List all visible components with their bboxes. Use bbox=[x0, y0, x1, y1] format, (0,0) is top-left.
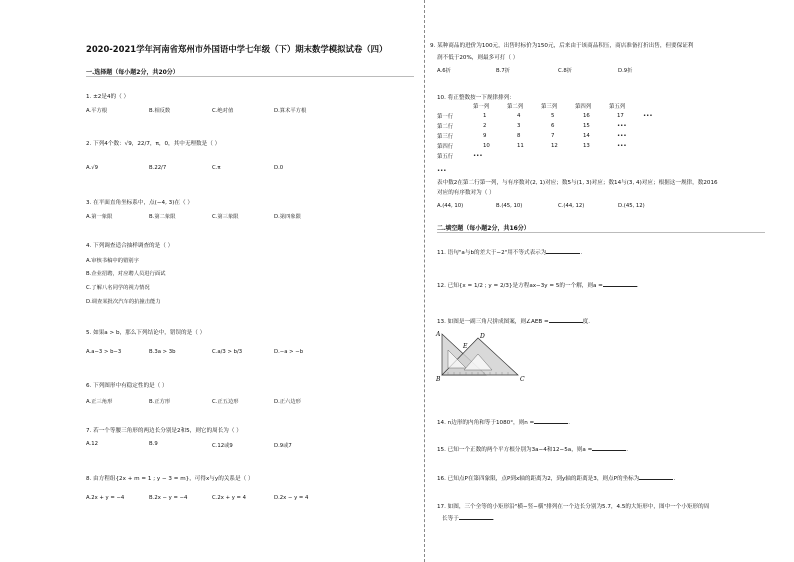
q8-option-d: D.2x − y = 4 bbox=[274, 495, 309, 501]
table-cell: 第一行 bbox=[437, 114, 454, 120]
question-12: 12. 已知{x = 1/2 ; y = 2/3}是方程ax−3y = 5的一个解，则a = . bbox=[437, 283, 639, 289]
table-header-row bbox=[433, 101, 663, 111]
q10-option-c: C.(44, 12) bbox=[558, 203, 585, 209]
q2-option-c: C.π bbox=[212, 165, 221, 171]
q10-trailing-dots: ••• bbox=[437, 168, 447, 174]
q9-option-c: C.8折 bbox=[558, 68, 573, 74]
question-10-desc-line2: 对应的有序数对为（ ） bbox=[437, 190, 495, 196]
table-header-cell: 第一列 bbox=[473, 104, 490, 110]
q10-option-d: D.(45, 12) bbox=[618, 203, 645, 209]
q1-option-a: A.平方根 bbox=[86, 108, 108, 114]
table-cell: ••• bbox=[617, 143, 627, 149]
section-fill-heading: 二.填空题（每小题2分，共16分） bbox=[437, 225, 530, 232]
label-b: B bbox=[436, 376, 441, 383]
answer-blank bbox=[459, 514, 493, 520]
q1-option-b: B.相反数 bbox=[149, 108, 171, 114]
table-header-cell: 第二列 bbox=[507, 104, 524, 110]
q3-option-c: C.第三象限 bbox=[212, 214, 239, 220]
q6-option-a: A.正三角形 bbox=[86, 399, 113, 405]
answer-blank bbox=[534, 418, 568, 424]
table-cell bbox=[639, 101, 663, 111]
question-14: 14. n边形的内角和等于1080°，则n = . bbox=[437, 420, 570, 426]
q3-option-a: A.第一象限 bbox=[86, 214, 113, 220]
table-row bbox=[433, 121, 663, 131]
table-cell: 第二行 bbox=[437, 124, 454, 130]
q6-option-c: C.正五边形 bbox=[212, 399, 239, 405]
section-divider bbox=[437, 232, 765, 233]
q6-option-d: D.正六边形 bbox=[274, 399, 301, 405]
table-cell: 第三行 bbox=[437, 134, 454, 140]
table-row bbox=[433, 131, 663, 141]
table-cell bbox=[571, 151, 605, 161]
q8-option-b: B.2x − y = −4 bbox=[149, 495, 188, 501]
q10-number-table bbox=[433, 101, 663, 161]
q7-option-d: D.9或7 bbox=[274, 443, 292, 449]
table-cell: 12 bbox=[551, 143, 558, 149]
question-5: 5. 如果a > b，那么下列结论中，错误的是（ ） bbox=[86, 330, 206, 336]
table-cell: ••• bbox=[473, 153, 483, 159]
table-cell: 8 bbox=[517, 133, 521, 139]
question-16: 16. 已知点P在第四象限，点P到x轴的距离为2，到y轴的距离是3，则点P的坐标为 . bbox=[437, 476, 676, 482]
answer-blank bbox=[592, 445, 626, 451]
table-cell: 1 bbox=[483, 113, 487, 119]
table-cell: 第四行 bbox=[437, 144, 454, 150]
q8-option-a: A.2x + y = −4 bbox=[86, 495, 125, 501]
q4-option-d: D.调查某批次汽车的抗撞击能力 bbox=[86, 299, 161, 305]
table-header-cell: 第四列 bbox=[575, 104, 592, 110]
page-title: 2020-2021学年河南省郑州市外国语中学七年级（下）期末数学模拟试卷（四） bbox=[86, 44, 388, 54]
table-cell: 9 bbox=[483, 133, 487, 139]
table-cell bbox=[639, 141, 663, 151]
left-column bbox=[86, 0, 416, 562]
table-cell bbox=[503, 151, 537, 161]
q10-option-a: A.(44, 10) bbox=[437, 203, 464, 209]
table-cell bbox=[433, 101, 469, 111]
q1-option-d: D.算术平方根 bbox=[274, 108, 307, 114]
table-cell: 13 bbox=[583, 143, 590, 149]
question-8: 8. 由方程组{2x + m = 1 ; y − 3 = m}，可得x与y的关系是（ ） bbox=[86, 476, 254, 482]
q7-option-c: C.12或9 bbox=[212, 443, 233, 449]
label-e: E bbox=[463, 343, 468, 350]
question-11: 11. 语句"a与b的差大于−2"用不等式表示为 . bbox=[437, 250, 583, 256]
table-cell: 6 bbox=[551, 123, 555, 129]
question-6: 6. 下列图形中有稳定性的是（ ） bbox=[86, 383, 168, 389]
answer-blank bbox=[549, 317, 583, 323]
question-10-desc-line1: 表中数2在第二行第一列，与有序数对(2, 1)对应；数5与(1, 3)对应；数14与(3, 4)对应；根据这一规律，数2016 bbox=[437, 180, 718, 186]
question-9-line2: 润不低于20%，则最多可打（ ） bbox=[437, 55, 519, 61]
answer-blank bbox=[639, 474, 673, 480]
question-3: 3. 在平面直角坐标系中，点(−4, 3)在（ ） bbox=[86, 200, 193, 206]
q2-option-b: B.22/7 bbox=[149, 165, 167, 171]
q5-option-d: D.−a > −b bbox=[274, 349, 304, 355]
q4-option-a: A.审核书稿中的错别字 bbox=[86, 258, 139, 264]
answer-blank bbox=[546, 248, 580, 254]
q9-option-d: D.9折 bbox=[618, 68, 633, 74]
table-cell: 14 bbox=[583, 133, 590, 139]
table-cell: 10 bbox=[483, 143, 490, 149]
q4-option-c: C.了解八名同学的视力情况 bbox=[86, 285, 150, 291]
table-cell: ••• bbox=[643, 113, 653, 119]
section-choice-heading: 一.选择题（每小题2分，共20分） bbox=[86, 69, 179, 76]
q1-option-c: C.绝对值 bbox=[212, 108, 234, 114]
table-cell: 15 bbox=[583, 123, 590, 129]
table-cell: ••• bbox=[617, 123, 627, 129]
table-cell: 3 bbox=[517, 123, 521, 129]
q8-option-c: C.2x + y = 4 bbox=[212, 495, 247, 501]
q7-option-b: B.9 bbox=[149, 441, 158, 447]
q5-option-a: A.a−3 > b−3 bbox=[86, 349, 122, 355]
question-7: 7. 若一个等腰三角形的两边长分别是2和5，则它的周长为（ ） bbox=[86, 428, 242, 434]
table-cell: 7 bbox=[551, 133, 555, 139]
page-fold-line bbox=[424, 0, 425, 562]
right-column bbox=[428, 0, 768, 562]
q6-option-b: B.正方形 bbox=[149, 399, 171, 405]
table-row bbox=[433, 111, 663, 121]
q2-option-a: A.√9 bbox=[86, 165, 98, 171]
q5-option-c: C.a/3 > b/3 bbox=[212, 349, 243, 355]
table-row bbox=[433, 141, 663, 151]
table-cell: 2 bbox=[483, 123, 487, 129]
table-header-cell: 第五列 bbox=[609, 104, 626, 110]
question-1: 1. ±2是4的（ ） bbox=[86, 94, 130, 100]
table-cell: 16 bbox=[583, 113, 590, 119]
section-divider bbox=[86, 76, 414, 77]
question-15: 15. 已知一个正数的两个平方根分别为3a−4和12−5a，则a = . bbox=[437, 447, 629, 453]
question-17-line1: 17. 如图，三个全等的小矩形沿"横−竖−横"排列在一个边长分别为5.7，4.5的大矩形中，图中一个小矩形的周 bbox=[437, 504, 710, 510]
q2-option-d: D.0 bbox=[274, 165, 284, 171]
table-cell: 17 bbox=[617, 113, 624, 119]
q3-option-b: B.第二象限 bbox=[149, 214, 176, 220]
table-cell: 11 bbox=[517, 143, 524, 149]
q5-option-b: B.3a > 3b bbox=[149, 349, 176, 355]
question-2: 2. 下列4个数：√9，22/7，π，0，其中无理数是（ ） bbox=[86, 141, 221, 147]
table-cell bbox=[639, 121, 663, 131]
table-cell: 第五行 bbox=[437, 154, 454, 160]
answer-blank bbox=[603, 281, 637, 287]
question-9-line1: 9. 某种商品的进价为100元，出售时标价为150元，后来由于该商品积压，商店准备打折出售，但要保证利 bbox=[430, 43, 694, 49]
table-cell bbox=[639, 131, 663, 141]
table-row bbox=[433, 151, 663, 161]
q7-option-a: A.12 bbox=[86, 441, 98, 447]
table-cell bbox=[639, 151, 663, 161]
table-cell bbox=[605, 151, 639, 161]
question-4: 4. 下列调查适合抽样调查的是（ ） bbox=[86, 243, 174, 249]
label-c: C bbox=[520, 376, 525, 383]
q4-option-b: B.企业招聘，对应聘人员进行面试 bbox=[86, 271, 166, 277]
triangle-rulers-figure bbox=[434, 328, 530, 384]
q9-option-b: B.7折 bbox=[496, 68, 510, 74]
q10-option-b: B.(45, 10) bbox=[496, 203, 523, 209]
question-17-line2: 长等于 . bbox=[442, 516, 495, 522]
table-cell: 4 bbox=[517, 113, 521, 119]
label-d: D bbox=[480, 333, 485, 340]
table-cell: 5 bbox=[551, 113, 555, 119]
q9-option-a: A.6折 bbox=[437, 68, 451, 74]
q3-option-d: D.第四象限 bbox=[274, 214, 301, 220]
table-cell bbox=[537, 151, 571, 161]
label-a: A bbox=[436, 331, 441, 338]
question-10: 10. 将正整数按一下规律排列： bbox=[437, 95, 515, 101]
table-cell: ••• bbox=[617, 133, 627, 139]
question-13: 13. 如图是一副三角尺拼成图案，则∠AEB = 度. bbox=[437, 319, 591, 325]
table-header-cell: 第三列 bbox=[541, 104, 558, 110]
